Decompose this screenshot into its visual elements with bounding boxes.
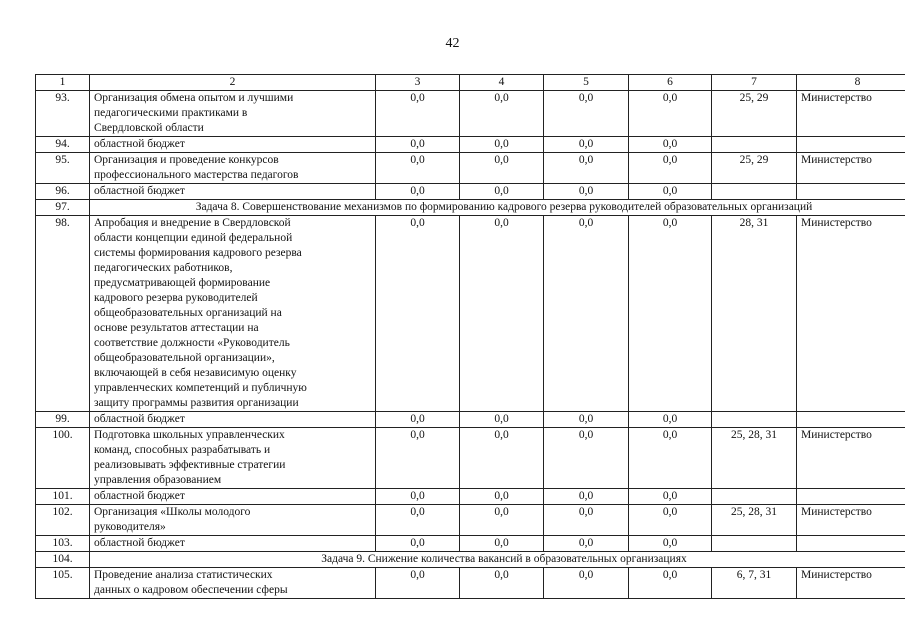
row-number: 99.: [36, 412, 90, 428]
activity-row: [36, 91, 905, 137]
activity-name-line: области концепции единой федеральной: [94, 232, 293, 244]
executor-cell: [797, 489, 905, 505]
amount-cell: 0,0: [460, 216, 544, 412]
budget-row: [36, 184, 905, 200]
amount-cell: 0,0: [460, 91, 544, 137]
activity-name-line: предусматривающей формирование: [94, 277, 271, 289]
amount-cell: 0,0: [376, 489, 460, 505]
executor-cell: Министерство: [797, 568, 905, 599]
task-row: [36, 552, 905, 568]
activity-name-line: Организация обмена опытом и лучшими: [94, 92, 294, 104]
amount-cell: 0,0: [376, 91, 460, 137]
amount-cell: 0,0: [544, 137, 629, 153]
activity-name: [90, 412, 376, 428]
budget-row: [36, 536, 905, 552]
amount-cell: 0,0: [376, 428, 460, 489]
row-number: 103.: [36, 536, 90, 552]
amount-cell: 0,0: [544, 184, 629, 200]
activity-name-line: Организация «Школы молодого: [94, 506, 251, 518]
amount-cell: 0,0: [629, 412, 712, 428]
activity-name-line: педагогическими практиками в: [94, 107, 248, 119]
amount-cell: 0,0: [629, 184, 712, 200]
budget-row: [36, 489, 905, 505]
amount-cell: 0,0: [376, 184, 460, 200]
executor-cell: Министерство: [797, 505, 905, 536]
table-body: [36, 75, 905, 599]
amount-cell: 0,0: [629, 91, 712, 137]
row-number: 102.: [36, 505, 90, 536]
column-header: 5: [544, 75, 629, 91]
column-header: 8: [797, 75, 905, 91]
executor-cell: [797, 536, 905, 552]
row-number: 100.: [36, 428, 90, 489]
activity-name: [90, 428, 376, 489]
target-indicators-cell: [712, 536, 797, 552]
amount-cell: 0,0: [629, 137, 712, 153]
amount-cell: 0,0: [376, 216, 460, 412]
row-number: 97.: [36, 200, 90, 216]
amount-cell: 0,0: [544, 568, 629, 599]
amount-cell: 0,0: [544, 91, 629, 137]
amount-cell: 0,0: [376, 568, 460, 599]
activity-name-line: Проведение анализа статистических: [94, 569, 273, 581]
amount-cell: 0,0: [460, 428, 544, 489]
amount-cell: 0,0: [376, 505, 460, 536]
task-title: Задача 8. Совершенствование механизмов по формированию кадрового резерва руководителей образовательных организаций: [90, 200, 905, 216]
amount-cell: 0,0: [544, 153, 629, 184]
activity-name-line: руководителя»: [94, 521, 166, 533]
activity-name-line: областной бюджет: [94, 185, 185, 197]
amount-cell: 0,0: [460, 489, 544, 505]
row-number: 101.: [36, 489, 90, 505]
budget-row: [36, 412, 905, 428]
activity-name-line: системы формирования кадрового резерва: [94, 247, 302, 259]
task-title: Задача 9. Снижение количества вакансий в образовательных организациях: [90, 552, 905, 568]
row-number: 94.: [36, 137, 90, 153]
amount-cell: 0,0: [376, 137, 460, 153]
amount-cell: 0,0: [460, 505, 544, 536]
executor-cell: Министерство: [797, 153, 905, 184]
activity-name-line: профессионального мастерства педагогов: [94, 169, 299, 181]
amount-cell: 0,0: [629, 568, 712, 599]
amount-cell: 0,0: [629, 216, 712, 412]
column-header: 6: [629, 75, 712, 91]
activity-name-line: общеобразовательной организации»,: [94, 352, 275, 364]
activity-name-line: педагогических работников,: [94, 262, 233, 274]
column-header: 7: [712, 75, 797, 91]
amount-cell: 0,0: [629, 489, 712, 505]
activity-name: [90, 489, 376, 505]
amount-cell: 0,0: [544, 489, 629, 505]
target-indicators-cell: [712, 412, 797, 428]
amount-cell: 0,0: [629, 536, 712, 552]
activity-name-line: областной бюджет: [94, 537, 185, 549]
row-number: 95.: [36, 153, 90, 184]
activity-name-line: общеобразовательных организаций на: [94, 307, 282, 319]
activity-name-line: защиту программы развития организации: [94, 397, 299, 409]
activity-name-line: основе результатов аттестации на: [94, 322, 259, 334]
page-number: 42: [445, 36, 460, 51]
amount-cell: 0,0: [460, 412, 544, 428]
row-number: 96.: [36, 184, 90, 200]
amount-cell: 0,0: [544, 412, 629, 428]
amount-cell: 0,0: [376, 536, 460, 552]
amount-cell: 0,0: [460, 184, 544, 200]
activity-row: [36, 428, 905, 489]
activity-name-line: кадрового резерва руководителей: [94, 292, 258, 304]
executor-cell: Министерство: [797, 91, 905, 137]
target-indicators-cell: 25, 29: [712, 91, 797, 137]
activity-name-line: областной бюджет: [94, 490, 185, 502]
target-indicators-cell: [712, 489, 797, 505]
activity-name-line: Апробация и внедрение в Свердловской: [94, 217, 291, 229]
activity-name-line: реализовывать эффективные стратегии: [94, 459, 286, 471]
activity-name: [90, 91, 376, 137]
amount-cell: 0,0: [544, 536, 629, 552]
activity-name-line: данных о кадровом обеспечении сферы: [94, 584, 288, 596]
column-header-row: [36, 75, 905, 91]
row-number: 104.: [36, 552, 90, 568]
target-indicators-cell: [712, 137, 797, 153]
budget-row: [36, 137, 905, 153]
column-header: 3: [376, 75, 460, 91]
executor-cell: [797, 137, 905, 153]
activity-row: [36, 216, 905, 412]
amount-cell: 0,0: [460, 568, 544, 599]
column-header: 1: [36, 75, 90, 91]
activity-name-line: включающей в себя независимую оценку: [94, 367, 297, 379]
amount-cell: 0,0: [376, 412, 460, 428]
activity-name-line: управленческих компетенций и публичную: [94, 382, 307, 394]
executor-cell: [797, 412, 905, 428]
activity-name: [90, 137, 376, 153]
activity-name-line: областной бюджет: [94, 413, 185, 425]
activity-name-line: Подготовка школьных управленческих: [94, 429, 285, 441]
activity-name: [90, 184, 376, 200]
target-indicators-cell: 6, 7, 31: [712, 568, 797, 599]
activity-name-line: соответствие должности «Руководитель: [94, 337, 290, 349]
amount-cell: 0,0: [376, 153, 460, 184]
target-indicators-cell: 25, 28, 31: [712, 505, 797, 536]
activity-row: [36, 568, 905, 599]
activity-name: [90, 536, 376, 552]
activity-name: [90, 153, 376, 184]
executor-cell: Министерство: [797, 216, 905, 412]
activity-name-line: Организация и проведение конкурсов: [94, 154, 279, 166]
activity-name: [90, 505, 376, 536]
task-row: [36, 200, 905, 216]
executor-cell: Министерство: [797, 428, 905, 489]
amount-cell: 0,0: [544, 216, 629, 412]
amount-cell: 0,0: [460, 536, 544, 552]
target-indicators-cell: 25, 28, 31: [712, 428, 797, 489]
activity-row: [36, 505, 905, 536]
executor-cell: [797, 184, 905, 200]
target-indicators-cell: 25, 29: [712, 153, 797, 184]
row-number: 98.: [36, 216, 90, 412]
activity-row: [36, 153, 905, 184]
row-number: 93.: [36, 91, 90, 137]
activity-name: [90, 216, 376, 412]
amount-cell: 0,0: [460, 137, 544, 153]
activity-name-line: Свердловской области: [94, 122, 204, 134]
target-indicators-cell: [712, 184, 797, 200]
amount-cell: 0,0: [629, 505, 712, 536]
amount-cell: 0,0: [544, 428, 629, 489]
program-activities-table: [35, 74, 905, 599]
amount-cell: 0,0: [629, 153, 712, 184]
column-header: 2: [90, 75, 376, 91]
amount-cell: 0,0: [544, 505, 629, 536]
activity-name-line: команд, способных разрабатывать и: [94, 444, 271, 456]
amount-cell: 0,0: [460, 153, 544, 184]
activity-name-line: областной бюджет: [94, 138, 185, 150]
activity-name-line: управления образованием: [94, 474, 222, 486]
amount-cell: 0,0: [629, 428, 712, 489]
row-number: 105.: [36, 568, 90, 599]
target-indicators-cell: 28, 31: [712, 216, 797, 412]
column-header: 4: [460, 75, 544, 91]
activity-name: [90, 568, 376, 599]
